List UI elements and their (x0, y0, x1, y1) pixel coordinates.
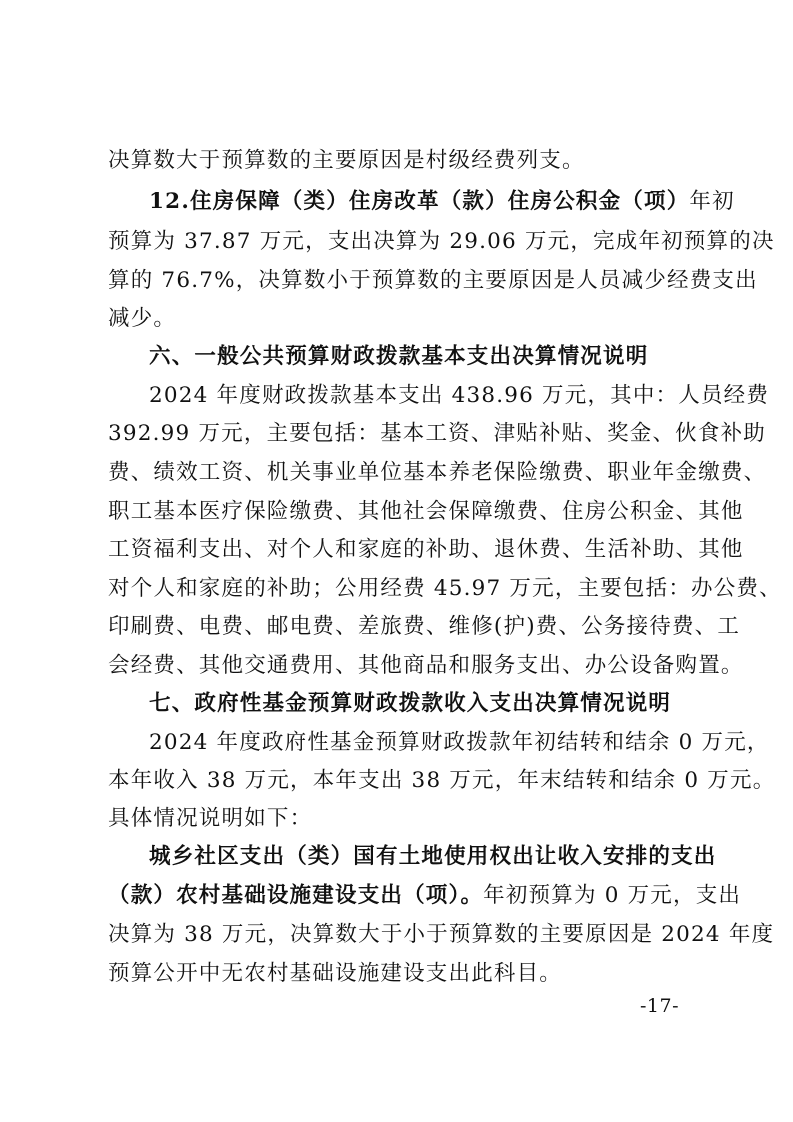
section-7-item-line-3: 决算为 38 万元，决算数大于小于预算数的主要原因是 2024 年度 (108, 922, 775, 947)
section-6-line: 对个人和家庭的补助；公用经费 45.97 万元，主要包括：办公费、 (108, 576, 782, 601)
section-7-item-line-2-rest: 年初预算为 0 万元，支出 (483, 883, 742, 908)
section-6-line: 工资福利支出、对个人和家庭的补助、退休费、生活补助、其他 (108, 537, 744, 562)
section-7-line: 具体情况说明如下： (108, 806, 313, 831)
paragraph-line: 决算数大于预算数的主要原因是村级经费列支。 (108, 148, 585, 173)
section-6-line: 392.99 万元，主要包括：基本工资、津贴补贴、奖金、伙食补助 (108, 421, 766, 446)
section-7-item-line-2 (108, 881, 741, 911)
section-7-line: 2024 年度政府性基金预算财政拨款年初结转和结余 0 万元， (149, 730, 770, 755)
page-number: -17- (640, 995, 680, 1017)
item-12-line-4: 减少。 (108, 306, 177, 331)
section-6-line: 费、绩效工资、机关事业单位基本养老保险缴费、职业年金缴费、 (108, 460, 767, 485)
section-6-line: 职工基本医疗保险缴费、其他社会保障缴费、住房公积金、其他 (108, 499, 744, 524)
section-6-heading: 六、一般公共预算财政拨款基本支出决算情况说明 (149, 344, 649, 369)
section-6-line: 会经费、其他交通费用、其他商品和服务支出、办公设备购置。 (108, 653, 744, 678)
item-12-line-1-rest: 年初 (689, 189, 735, 214)
section-7-item-label-end: （款）农村基础设施建设支出（项）。 (108, 883, 484, 908)
section-7-item-line-1: 城乡社区支出（类）国有土地使用权出让收入安排的支出 (149, 844, 717, 869)
section-7-heading: 七、政府性基金预算财政拨款收入支出决算情况说明 (149, 691, 672, 716)
item-12-line-1 (149, 187, 735, 217)
section-6-line: 2024 年度财政拨款基本支出 438.96 万元，其中：人员经费 (149, 383, 770, 408)
item-12-label: 12.住房保障（类）住房改革（款）住房公积金（项） (149, 189, 690, 214)
section-6-line: 印刷费、电费、邮电费、差旅费、维修(护)费、公务接待费、工 (108, 614, 741, 639)
item-12-line-3: 算的 76.7%，决算数小于预算数的主要原因是人员减少经费支出 (108, 268, 758, 293)
item-12-line-2: 预算为 37.87 万元，支出决算为 29.06 万元，完成年初预算的决 (108, 229, 775, 254)
section-7-line: 本年收入 38 万元，本年支出 38 万元，年末结转和结余 0 万元。 (108, 768, 776, 793)
section-7-item-line-4: 预算公开中无农村基础设施建设支出此科目。 (108, 961, 563, 986)
